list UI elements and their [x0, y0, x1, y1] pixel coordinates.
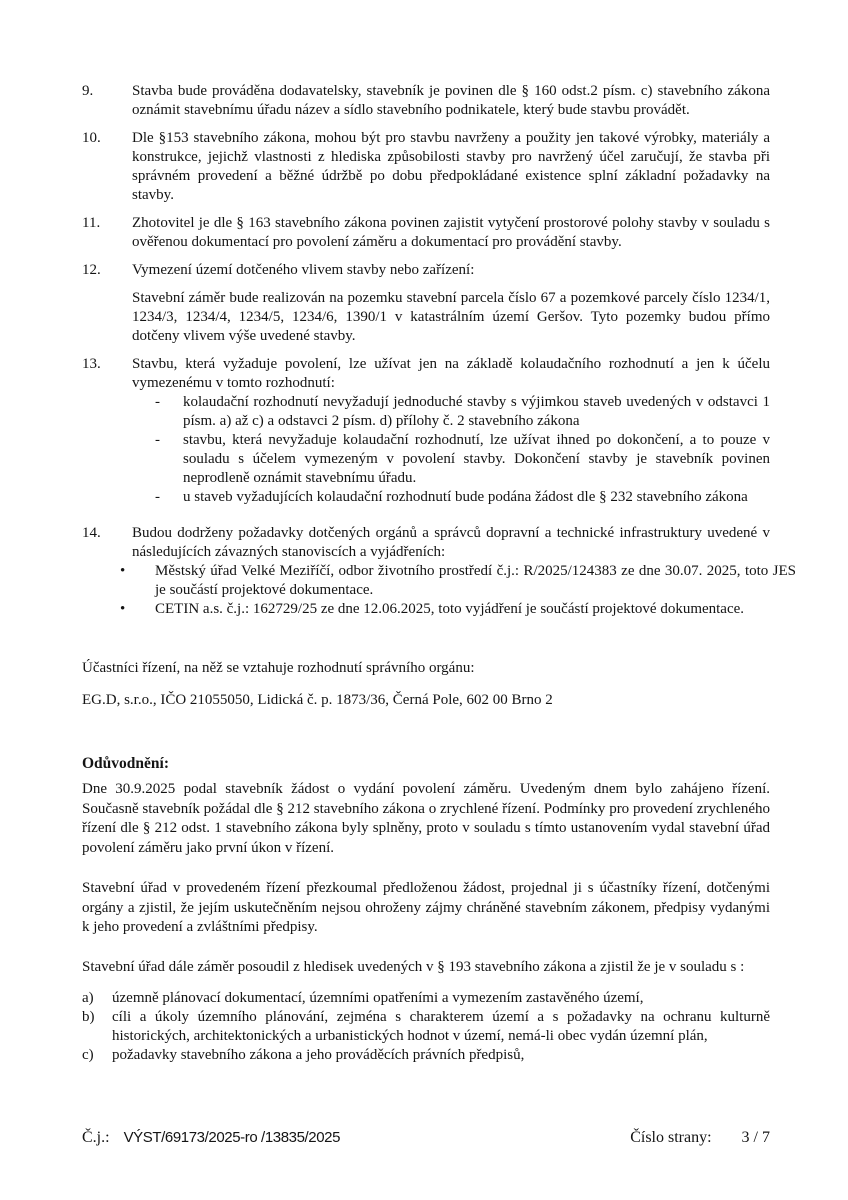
dash-marker: -	[155, 432, 160, 448]
letter-marker: b)	[82, 1009, 95, 1025]
lettered-item-c	[82, 1046, 770, 1065]
numbered-item-13	[82, 355, 770, 507]
item-text: Dle §153 stavebního zákona, mohou být pro stavbu navrženy a použity jen takové výrobky, materiály a konstrukce, jejichž vlastnosti z hlediska způsobilosti stavby pro navržený účel zaručují, že stavba při správném provedení a běžné údržbě po dobu předpokládané existence splní základní požadavky na stavby.	[132, 130, 770, 203]
page-number-label: Číslo strany:	[630, 1129, 712, 1146]
item-text: Vymezení území dotčeného vlivem stavby nebo zařízení:	[132, 262, 475, 278]
dash-item-text: kolaudační rozhodnutí nevyžadují jednoduché stavby s výjimkou staveb uvedených v odstavci 1 písm. a) až c) a odstavci 2 písm. d) přílohy č. 2 stavebního zákona	[183, 394, 770, 429]
dash-marker: -	[155, 394, 160, 410]
item-text: Stavba bude prováděna dodavatelsky, stavebník je povinen dle § 160 odst.2 písm. c) stavebního zákona oznámit stavebnímu úřadu název a sídlo stavebního podnikatele, který bude stavbu provádět.	[132, 83, 770, 118]
lettered-item-text: cíli a úkoly územního plánování, zejména s charakterem území a s požadavky na ochranu kulturně historických, architektonických a urbanistických hodnot v území, nemá-li obec vydán územní plán,	[112, 1009, 770, 1044]
bullet-marker: •	[120, 601, 126, 617]
reference-label: Č.j.:	[82, 1129, 110, 1146]
item-number: 9.	[82, 83, 94, 99]
bullet-list-item	[120, 562, 796, 600]
lettered-item-text: požadavky stavebního zákona a jeho prováděcích právních předpisů,	[112, 1047, 525, 1063]
item-text: Stavbu, která vyžaduje povolení, lze užívat jen na základě kolaudačního rozhodnutí a jen k účelu vymezenému v tomto rozhodnutí:	[132, 356, 770, 391]
document-body	[82, 82, 796, 1065]
justification-paragraph: Stavební úřad v provedeném řízení přezkoumal předloženou žádost, projednal ji s účastníky řízení, dotčenými orgány a zjistil, že jejím uskutečněním nejsou ohroženy zájmy chráněné stavebním zákonem, předpisy vydanými k jeho provedení a zvláštními předpisy.	[82, 880, 770, 935]
page-number-value: 3 / 7	[741, 1129, 770, 1146]
reference-number: VÝST/69173/2025-ro /13835/2025	[123, 1129, 341, 1146]
numbered-item-11	[82, 214, 770, 252]
dash-list-item	[155, 488, 770, 507]
lettered-item-a	[82, 989, 770, 1008]
dash-item-text: u staveb vyžadujících kolaudační rozhodnutí bude podána žádost dle § 232 stavebního zákona	[183, 489, 748, 505]
participants-heading: Účastníci řízení, na něž se vztahuje rozhodnutí správního orgánu:	[82, 660, 475, 676]
justification-heading: Odůvodnění:	[82, 755, 170, 772]
bullet-item-text: CETIN a.s. č.j.: 162729/25 ze dne 12.06.2025, toto vyjádření je součástí projektové dokumentace.	[155, 601, 745, 617]
dash-marker: -	[155, 489, 160, 505]
justification-paragraph: Stavební úřad dále záměr posoudil z hledisek uvedených v § 193 stavebního zákona a zjistil že je v souladu s :	[82, 958, 745, 975]
letter-marker: c)	[82, 1047, 94, 1063]
participants-line: EG.D, s.r.o., IČO 21055050, Lidická č. p. 1873/36, Černá Pole, 602 00 Brno 2	[82, 692, 553, 708]
bullet-marker: •	[120, 563, 126, 579]
bullet-item-text: Městský úřad Velké Meziříčí, odbor životního prostředí č.j.: R/2025/124383 ze dne 30.07. 2025, toto JES je součástí projektové dokumentace.	[155, 563, 796, 598]
lettered-list	[82, 989, 770, 1065]
item-number: 13.	[82, 356, 101, 372]
item-number: 14.	[82, 525, 101, 541]
item-number: 12.	[82, 262, 101, 278]
footer-page-number	[630, 1128, 770, 1148]
letter-marker: a)	[82, 990, 94, 1006]
lettered-item-text: územně plánovací dokumentací, územními opatřeními a vymezením zastavěného území,	[112, 990, 644, 1006]
numbered-item-12	[82, 261, 770, 346]
justification-paragraph: Dne 30.9.2025 podal stavebník žádost o vydání povolení záměru. Uvedeným dnem bylo zahájeno řízení. Současně stavebník požádal dle § 212 stavebního zákona o zrychlené řízení. Podmínky pro provedení zrychleného řízení dle § 212 odst. 1 stavebního zákona byly splněny, proto v souladu s tímto ustanovením vydal stavební úřad povolení záměru jako první úkon v řízení.	[82, 781, 770, 856]
item-text: Budou dodrženy požadavky dotčených orgánů a správců dopravní a technické infrastruktury uvedené v následujících závazných stanoviscích a vyjádřeních:	[132, 525, 770, 560]
dash-item-text: stavbu, která nevyžaduje kolaudační rozhodnutí, lze užívat ihned po dokončení, a to pouze v souladu s účelem vymezeným v povolení stavby. Dokončení stavby je stavebník povinen neprodleně oznámit stavebnímu úřadu.	[183, 432, 770, 486]
item-sub-paragraph: Stavební záměr bude realizován na pozemku stavební parcela číslo 67 a pozemkové parcely číslo 1234/1, 1234/3, 1234/4, 1234/5, 1234/6, 1390/1 v katastrálním území Geršov. Tyto pozemky budou přímo dotčeny vlivem výše uvedené stavby.	[132, 290, 770, 344]
item-text: Zhotovitel je dle § 163 stavebního zákona povinen zajistit vytyčení prostorové polohy stavby v souladu s ověřenou dokumentací pro povolení záměru a dokumentací pro provádění stavby.	[132, 215, 770, 250]
numbered-item-10	[82, 129, 770, 205]
bullet-list-item	[120, 600, 770, 619]
lettered-item-b	[82, 1008, 770, 1046]
page-footer	[82, 1128, 770, 1148]
numbered-item-14	[82, 524, 796, 619]
footer-reference	[82, 1128, 340, 1148]
dash-list-item	[155, 393, 770, 431]
numbered-item-9	[82, 82, 770, 120]
dash-list-item	[155, 431, 770, 488]
item-number: 10.	[82, 130, 101, 146]
item-number: 11.	[82, 215, 101, 231]
